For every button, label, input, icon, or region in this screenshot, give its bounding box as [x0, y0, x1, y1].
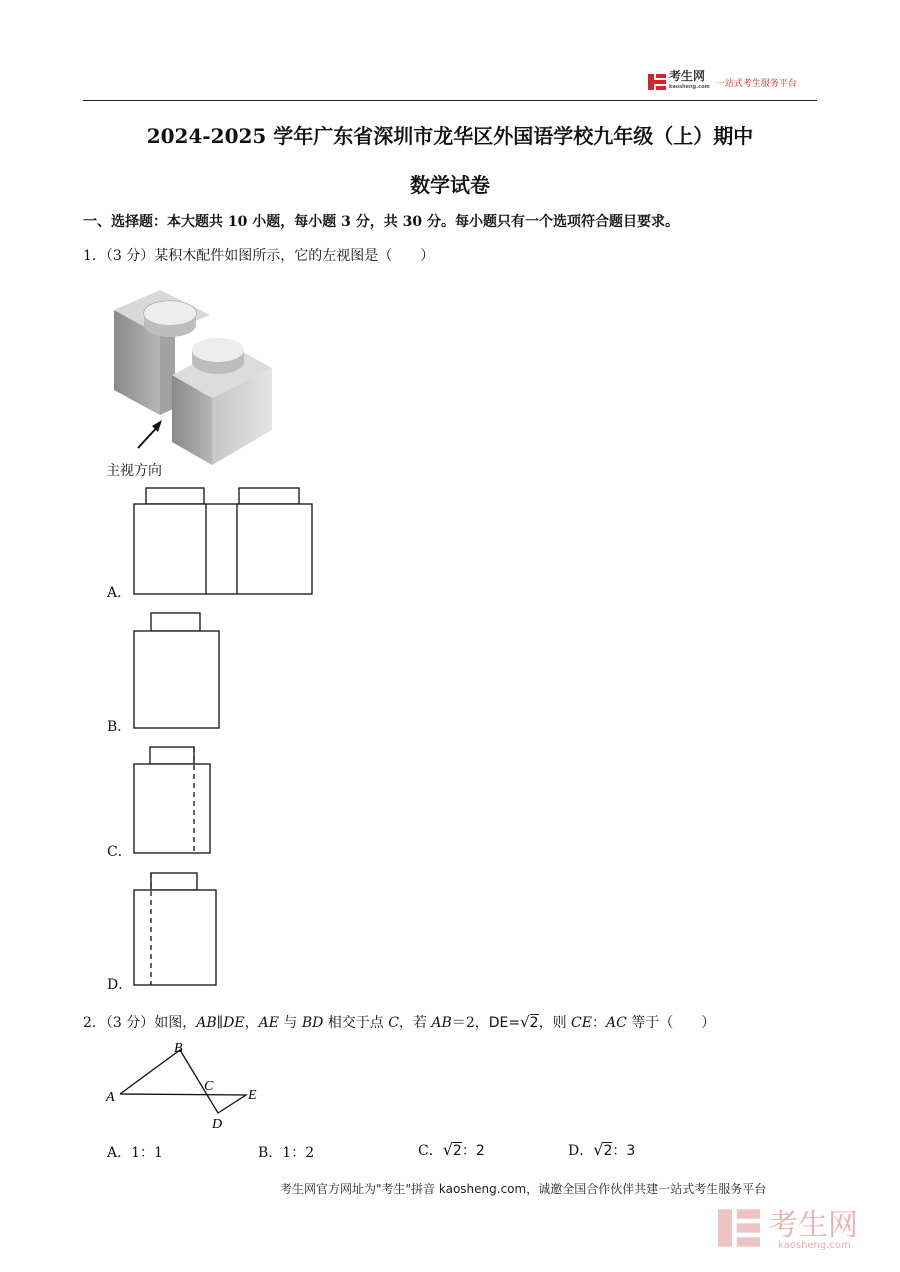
- de-label: DE=: [488, 1015, 521, 1031]
- point-label-c: C: [204, 1079, 214, 1094]
- watermark-text: 考生网: [768, 1208, 858, 1243]
- point-label-b: B: [174, 1041, 183, 1056]
- header-logo: [648, 70, 823, 94]
- watermark-domain: kaosheng.com: [778, 1240, 851, 1251]
- kaosheng-logo-icon: [648, 73, 666, 91]
- footer-text: 考生网官方网址为"考生"拼音 kaosheng.com，诚邀全国合作伙伴共建一站式考生服务平台: [280, 1182, 767, 1196]
- page-title: 2024-2025 学年广东省深圳市龙华区外国语学校九年级（上）期中: [146, 124, 754, 148]
- sqrt-sign-icon: √: [442, 1140, 453, 1159]
- header-tagline: 一站式考生服务平台: [715, 78, 797, 89]
- logo-domain: kaosheng.com: [669, 84, 710, 90]
- point-label-d: D: [212, 1117, 223, 1132]
- option-a-label: A．: [107, 585, 132, 601]
- watermark: [718, 1200, 883, 1258]
- page-subtitle: 数学试卷: [410, 173, 490, 197]
- point-label-a: A: [106, 1090, 115, 1105]
- q2-option-a: A．1：1: [107, 1145, 163, 1161]
- section-heading: 一、选择题：本大题共 10 小题，每小题 3 分，共 30 分。每小题只有一个选项符合题目要求。: [83, 214, 679, 230]
- view-direction-label: 主视方向: [106, 463, 162, 479]
- option-c-figure: [130, 744, 215, 859]
- option-d-figure: [130, 870, 225, 990]
- block-3d-figure: [100, 280, 290, 480]
- sqrt-sign-icon: √: [520, 1013, 530, 1031]
- logo-text: 考生网: [669, 69, 706, 83]
- triangle-diagram: [100, 1038, 270, 1133]
- option-d-label: D．: [107, 977, 133, 993]
- q2-option-b: B．1：2: [258, 1145, 315, 1161]
- question-1-text: 1．（3 分）某积木配件如图所示，它的左视图是（ ）: [83, 248, 435, 264]
- option-b-label: B．: [107, 719, 132, 735]
- q2-option-c: C．√2：2: [418, 1140, 485, 1159]
- question-2-text: 2．（3 分）如图，AB∥DE，AE 与 BD 相交于点 C，若 AB＝2，DE=√2，则 CE：AC 等于（ ）: [83, 1013, 716, 1031]
- option-c-label: C．: [107, 844, 132, 860]
- header-divider: [83, 100, 817, 101]
- watermark-logo-icon: [718, 1206, 760, 1250]
- option-b-figure: [130, 610, 225, 735]
- sqrt-sign-icon: √: [593, 1140, 604, 1159]
- option-a-figure: [130, 485, 320, 600]
- q2-option-d: D．√2：3: [568, 1140, 636, 1159]
- point-label-e: E: [248, 1088, 257, 1103]
